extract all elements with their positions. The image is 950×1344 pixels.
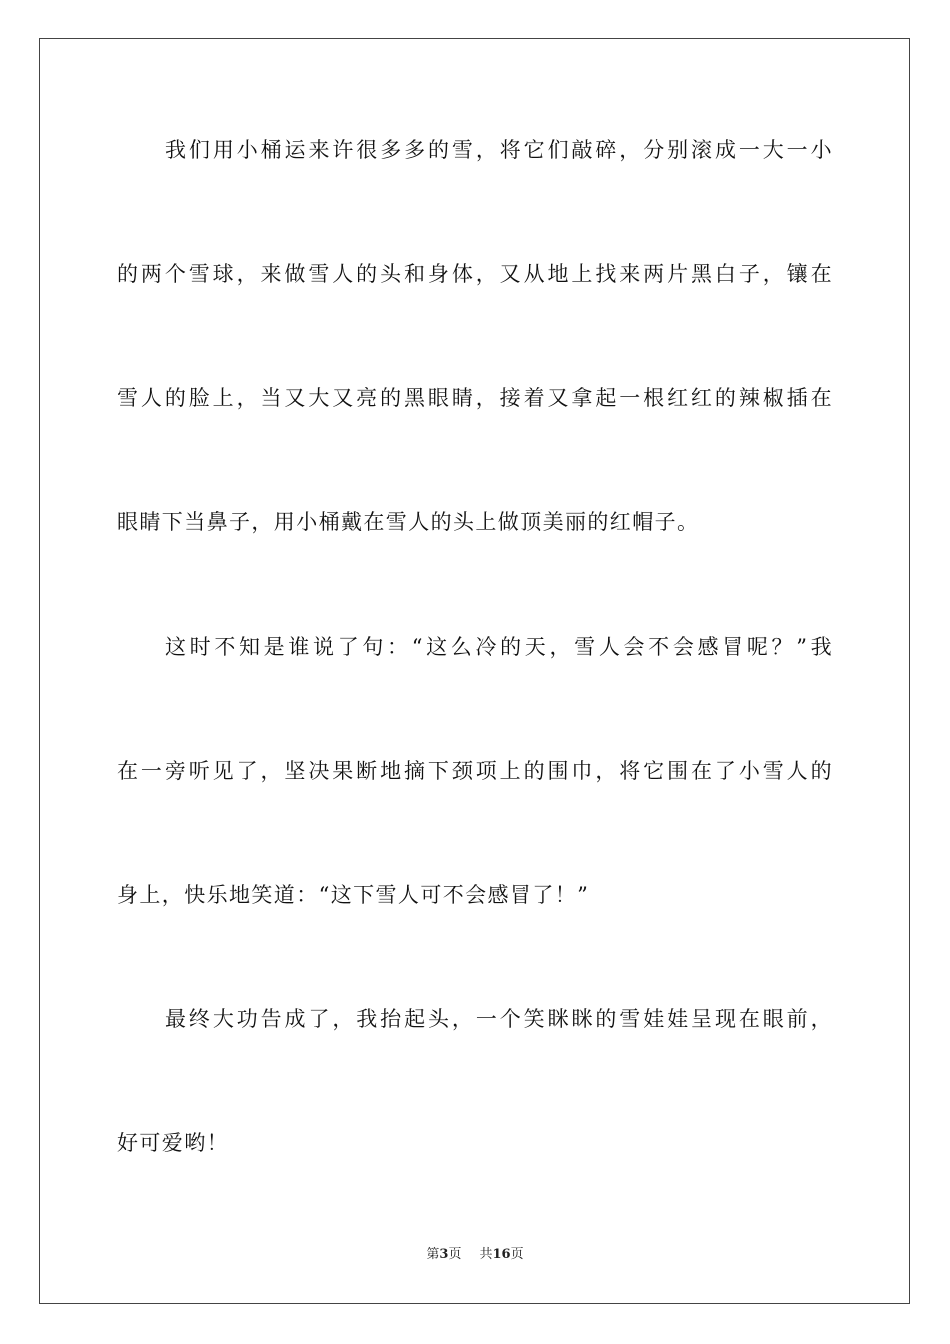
- text-line: 的两个雪球，来做雪人的头和身体，又从地上找来两片黑白子，镶在: [117, 262, 833, 286]
- text-line: 好可爱哟！: [117, 1131, 229, 1155]
- text-line: 这时不知是谁说了句：“这么冷的天，雪人会不会感冒呢？”我: [165, 635, 833, 659]
- text-line: 最终大功告成了，我抬起头，一个笑眯眯的雪娃娃呈现在眼前，: [165, 1007, 833, 1031]
- text-line: 雪人的脸上，当又大又亮的黑眼睛，接着又拿起一根红红的辣椒插在: [117, 386, 833, 410]
- page-suffix: 页: [448, 1247, 462, 1262]
- page-footer: [0, 1246, 950, 1264]
- total-prefix: 共: [479, 1247, 493, 1262]
- text-line: 身上，快乐地笑道：“这下雪人可不会感冒了！”: [117, 883, 590, 907]
- total-suffix: 页: [510, 1247, 524, 1262]
- page-number: 3: [439, 1247, 449, 1262]
- page-prefix: 第: [426, 1247, 440, 1262]
- page-frame: [39, 38, 910, 1304]
- text-line: 眼睛下当鼻子，用小桶戴在雪人的头上做顶美丽的红帽子。: [117, 510, 700, 534]
- total-pages: 16: [492, 1247, 511, 1262]
- text-line: 我们用小桶运来许很多多的雪，将它们敲碎，分别滚成一大一小: [165, 138, 833, 162]
- text-line: 在一旁听见了，坚决果断地摘下颈项上的围巾，将它围在了小雪人的: [117, 759, 833, 783]
